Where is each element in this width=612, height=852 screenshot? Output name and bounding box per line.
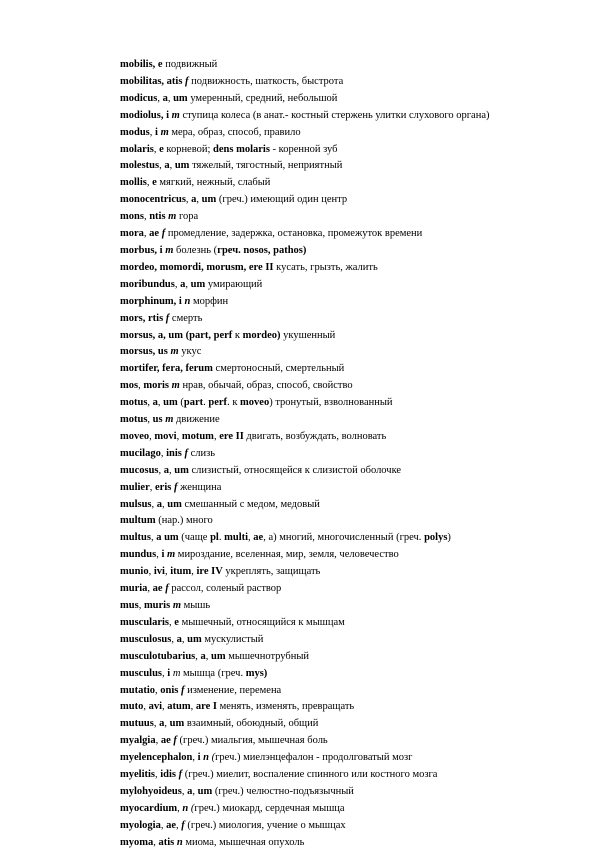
dictionary-entry — [120, 632, 600, 649]
entry-term-text: moveo — [120, 430, 150, 442]
entry-term-text: um — [173, 92, 188, 104]
entry-definition-text: подвижность, шаткость, быстрота — [188, 75, 344, 87]
entry-term-text: modus — [120, 126, 150, 138]
entry-term-text: morbus, i — [120, 244, 166, 256]
entry-term-text: a — [187, 785, 193, 797]
entry-term-text: muscularis — [120, 616, 170, 628]
entry-term-text: m — [165, 244, 174, 256]
entry-term-text: a — [191, 194, 197, 206]
entry-definition-text: , — [160, 447, 167, 459]
dictionary-entry — [120, 344, 600, 361]
entry-definition-text: изменение, перемена — [184, 684, 282, 696]
entry-term-text: motum — [181, 430, 214, 442]
entry-definition-text: укус — [178, 346, 202, 358]
entry-definition-text: , — [167, 92, 174, 104]
entry-term-text: perf — [208, 397, 228, 409]
entry-term-text: f — [185, 75, 189, 87]
dictionary-entry — [120, 378, 600, 395]
entry-term-text: a — [176, 633, 182, 645]
entry-term-text: a — [162, 92, 168, 104]
entry-term-text: a um — [156, 532, 179, 544]
dictionary-entry — [120, 412, 600, 429]
dictionary-entry — [120, 125, 600, 142]
entry-term-text: mulsus — [120, 498, 152, 510]
dictionary-entry — [120, 192, 600, 209]
entry-term-text: musculotubarius — [120, 650, 196, 662]
entry-term-text: um — [190, 278, 206, 290]
entry-term-text: muria — [120, 583, 148, 595]
dictionary-entry — [120, 175, 600, 192]
entry-definition-text: болезнь ( — [173, 244, 218, 256]
dictionary-entry — [120, 74, 600, 91]
entry-term-text: muris — [143, 600, 173, 611]
entry-definition-text: , — [138, 380, 144, 392]
dictionary-entry — [120, 446, 600, 463]
entry-term-text: mobilitas, atis — [120, 75, 186, 87]
entry-definition-text: , — [181, 633, 188, 645]
entry-term-text: mundus — [120, 549, 157, 561]
entry-term-text: f — [173, 735, 177, 747]
entry-term-text: f — [184, 447, 188, 459]
dictionary-entry — [120, 361, 600, 378]
entry-term-text: multus — [120, 532, 151, 544]
entry-term-text: mordeo) — [240, 329, 281, 341]
entry-term-text: m — [167, 549, 176, 561]
entry-definition-text: (греч.) миелит, воспаление спинного или костного мозга — [182, 769, 438, 781]
entry-term-text: i — [167, 667, 173, 679]
entry-term-text: avi — [148, 701, 163, 713]
entry-definition-text: , — [147, 397, 153, 409]
entry-term-text: mons — [120, 211, 144, 223]
entry-definition-text: ( — [177, 397, 184, 409]
entry-term-text: morsus, us — [120, 346, 171, 358]
entry-definition-text: , — [149, 430, 155, 442]
entry-definition-text: умеренный, средний, небольшой — [187, 92, 338, 104]
entry-term-text: m — [165, 414, 174, 426]
entry-term-text: um — [174, 464, 189, 476]
entry-term-text: m — [171, 380, 180, 392]
dictionary-entry — [120, 716, 600, 733]
entry-definition-text: мироздание, вселенная, мир, земля, человечество — [175, 549, 399, 561]
dictionary-entry — [120, 818, 600, 835]
entry-definition-text: , — [176, 819, 182, 831]
entry-definition-text: мышечный, относящийся к мышцам — [178, 616, 345, 628]
entry-definition-text: , а) многий, многочисленный (греч. — [263, 532, 425, 544]
dictionary-entry — [120, 784, 600, 801]
entry-term-text: ire IV — [196, 566, 223, 578]
entry-term-text: m — [172, 600, 181, 611]
entry-definition-text: , — [148, 566, 154, 578]
entry-definition-text: , — [195, 650, 201, 662]
entry-definition-text: , — [153, 718, 160, 730]
entry-term-text: morphinum, i — [120, 295, 185, 307]
entry-term-text: munio — [120, 566, 149, 578]
entry-term-text: multi — [224, 532, 249, 544]
entry-definition-text: , — [192, 785, 198, 797]
dictionary-entry — [120, 108, 600, 125]
entry-term-text: n — [176, 836, 183, 848]
entry-definition-text: (нар.) много — [155, 515, 213, 527]
entry-term-text: um — [197, 785, 213, 797]
entry-definition-text: двигать, возбуждать, волновать — [243, 430, 387, 442]
dictionary-entry — [120, 564, 600, 581]
dictionary-entry — [120, 750, 600, 767]
entry-term-text: dens molaris — [213, 143, 270, 155]
entry-term-text: um — [211, 650, 226, 662]
entry-term-text: muto — [120, 701, 144, 713]
entry-term-text: mutatio — [120, 684, 155, 696]
entry-definition-text: греч.) миокард, сердечная мышца — [194, 802, 345, 814]
entry-definition-text: , — [169, 160, 175, 172]
entry-definition-text: , — [248, 532, 254, 544]
entry-term-text: f — [161, 228, 166, 240]
entry-term-text: motus — [120, 414, 148, 426]
entry-term-text: monocentricus — [120, 194, 186, 206]
entry-term-text: ae — [149, 228, 162, 240]
entry-definition-text: мышь — [180, 600, 211, 611]
entry-definition-text: промедление, задержка, остановка, промежуток времени — [165, 228, 423, 240]
entry-term-text: polys — [424, 532, 448, 544]
entry-term-text: mutuus — [120, 718, 154, 730]
entry-definition-text: , — [174, 278, 181, 290]
entry-term-text: mora — [120, 228, 144, 240]
entry-term-text: mucosus — [120, 464, 159, 476]
entry-definition-text: гора — [176, 211, 199, 223]
entry-definition-text: , — [151, 498, 157, 510]
entry-definition-text: , — [205, 650, 212, 662]
entry-definition-text: , — [157, 397, 164, 409]
dictionary-entry — [120, 294, 600, 311]
entry-term-text: um — [163, 397, 178, 409]
entry-definition-text: , — [149, 126, 156, 138]
entry-definition-text: миома, мышечная опухоль — [182, 836, 305, 848]
entry-term-text: e — [159, 143, 164, 155]
entry-definition-text: , — [155, 684, 161, 696]
entry-definition-text: корневой; — [163, 143, 214, 155]
entry-definition-text: , — [171, 633, 177, 645]
entry-definition-text: мягкий, нежный, слабый — [156, 177, 271, 189]
entry-term-text: mulier — [120, 481, 150, 493]
entry-term-text: m — [172, 667, 181, 679]
entry-definition-text: (греч.) челюстно-подъязычный — [212, 785, 354, 797]
entry-definition-text: смертоносный, смертельный — [212, 363, 345, 375]
entry-term-text: a — [163, 464, 170, 476]
entry-term-text: mys) — [245, 667, 268, 679]
entry-definition-text: морфин — [190, 295, 229, 307]
entry-term-text: mordeo, momordi, morusm, ere II — [120, 261, 274, 273]
entry-term-text: part — [183, 397, 204, 409]
dictionary-entry — [120, 615, 600, 632]
entry-definition-text: , — [143, 228, 150, 240]
entry-definition-text: мышечнотрубный — [225, 650, 310, 662]
entry-definition-text: , — [162, 498, 168, 510]
entry-term-text: e — [174, 616, 179, 628]
dictionary-entry — [120, 649, 600, 666]
entry-term-text: n — [182, 802, 189, 814]
entry-term-text: myelencephalon — [120, 752, 193, 764]
entry-term-text: itum — [170, 566, 192, 578]
entry-term-text: mobilis, e — [120, 59, 163, 70]
entry-term-text: idis — [160, 769, 179, 781]
dictionary-entry — [120, 243, 600, 260]
entry-term-text: f — [173, 481, 178, 493]
entry-term-text: mus — [120, 600, 139, 611]
entry-definition-text: , — [185, 278, 191, 290]
entry-definition-text: смерть — [169, 312, 203, 324]
entry-term-text: mylohyoideus — [120, 785, 182, 797]
entry-term-text: moris — [143, 380, 172, 392]
entry-term-text: us — [152, 414, 166, 426]
entry-definition-text: , — [158, 464, 164, 476]
entry-definition-text: (греч.) миология, учение о мышцах — [184, 819, 346, 831]
dictionary-entry — [120, 91, 600, 108]
dictionary-entry — [120, 530, 600, 547]
dictionary-entry — [120, 328, 600, 345]
entry-term-text: movi — [154, 430, 177, 442]
entry-term-text: eris — [155, 481, 174, 493]
entry-term-text: f — [165, 312, 170, 324]
entry-definition-text: , — [190, 701, 196, 713]
entry-definition-text: укушенный — [280, 329, 336, 341]
entry-definition-text: ) — [447, 532, 451, 544]
entry-term-text: a — [156, 498, 163, 510]
entry-definition-text: , — [155, 735, 161, 747]
entry-definition-text: ) тронутый, взволнованный — [269, 397, 393, 409]
entry-term-text: f — [178, 769, 183, 781]
entry-definition-text: (чаще — [178, 532, 211, 544]
entry-definition-text: ступица колеса (в анат.- костный стержень улитки слухового органа) — [179, 109, 490, 121]
dictionary-entry — [120, 158, 600, 175]
entry-definition-text: , — [169, 616, 175, 628]
entry-term-text: um — [169, 718, 185, 730]
entry-definition-text: , — [157, 92, 163, 104]
entry-term-text: multum — [120, 515, 156, 527]
entry-definition-text: , — [162, 667, 168, 679]
entry-definition-text: . — [240, 667, 246, 679]
entry-definition-text: , — [169, 464, 175, 476]
entry-term-text: i — [161, 549, 167, 561]
entry-term-text: a — [152, 397, 158, 409]
dictionary-entry — [120, 497, 600, 514]
entry-term-text: atis — [158, 836, 177, 848]
entry-term-text: musculosus — [120, 633, 172, 645]
entry-definition-text: , — [155, 769, 161, 781]
dictionary-entry — [120, 683, 600, 700]
entry-term-text: mos — [120, 380, 139, 392]
entry-term-text: motus — [120, 397, 148, 409]
entry-definition-text: укреплять, защищать — [222, 566, 321, 578]
entry-definition-text: - коренной зуб — [269, 143, 338, 155]
entry-term-text: mortifer, fera, ferum — [120, 363, 213, 375]
entry-definition-text: кусать, грызть, жалить — [273, 261, 378, 273]
entry-definition-text: подвижный — [162, 59, 218, 70]
entry-definition-text: , — [138, 600, 144, 611]
entry-term-text: atum — [167, 701, 191, 713]
dictionary-entry — [120, 598, 600, 615]
entry-term-text: modiolus, i — [120, 109, 172, 121]
dictionary-entry — [120, 513, 600, 530]
entry-term-text: morsus, a, um (part, perf — [120, 329, 235, 341]
entry-term-text: mucilago — [120, 447, 161, 459]
entry-term-text: m — [170, 346, 179, 358]
entry-definition-text: греч — [221, 667, 241, 679]
entry-term-text: греч. nosos, pathos) — [217, 244, 307, 256]
entry-term-text: myalgia — [120, 735, 156, 747]
entry-definition-text: , — [213, 430, 220, 442]
entry-definition-text: , — [153, 836, 159, 848]
dictionary-entry — [120, 581, 600, 598]
entry-definition-text: , — [159, 160, 165, 172]
dictionary-entry — [120, 767, 600, 784]
entry-definition-text: , — [164, 718, 170, 730]
entry-definition-text: . — [203, 397, 209, 409]
dictionary-entry — [120, 226, 600, 243]
entry-definition-text: , — [143, 211, 150, 223]
entry-term-text: ae — [253, 532, 264, 544]
entry-definition-text: , — [147, 414, 153, 426]
entry-term-text: um — [201, 194, 217, 206]
entry-term-text: are I — [195, 701, 217, 713]
entry-term-text: f — [181, 819, 185, 831]
entry-term-text: n — [184, 295, 191, 307]
entry-term-text: a — [164, 160, 170, 172]
dictionary-entry — [120, 142, 600, 159]
entry-term-text: mors, rtis — [120, 312, 166, 324]
entry-term-text: m — [171, 109, 180, 121]
entry-definition-text: нрав, обычай, образ, способ, свойство — [179, 380, 353, 392]
dictionary-entry — [120, 699, 600, 716]
dictionary-entry — [120, 209, 600, 226]
entry-definition-text: , — [196, 194, 202, 206]
entry-term-text: e — [152, 177, 157, 189]
entry-term-text: um — [174, 160, 190, 172]
entry-definition-text: греч.) миелэнцефалон - продолговатый мозг — [215, 752, 413, 764]
dictionary-entry — [120, 463, 600, 480]
entry-term-text: myelitis — [120, 769, 155, 781]
entry-term-text: f — [165, 583, 169, 595]
entry-term-text: m — [168, 211, 177, 223]
entry-definition-text: слизь — [187, 447, 216, 459]
entry-term-text: ( — [190, 802, 195, 814]
entry-definition-text: , — [164, 566, 171, 578]
dictionary-entry — [120, 429, 600, 446]
entry-term-text: ere II — [219, 430, 244, 442]
entry-definition-text: , — [177, 802, 183, 814]
entry-definition-text: , — [181, 785, 188, 797]
dictionary-entry — [120, 666, 600, 683]
entry-definition-text: , — [192, 752, 198, 764]
dictionary-entry — [120, 480, 600, 497]
dictionary-entry — [120, 277, 600, 294]
entry-term-text: i — [155, 126, 161, 138]
entry-term-text: moribundus — [120, 278, 175, 290]
entry-term-text: a — [180, 278, 186, 290]
entry-definition-text: , — [149, 481, 155, 493]
entry-definition-text: (греч.) миальгия, мышечная боль — [176, 735, 328, 747]
entry-term-text: m — [160, 126, 169, 138]
entry-term-text: ae — [160, 735, 174, 747]
entry-definition-text: . к — [227, 397, 241, 409]
entry-definition-text: , — [185, 194, 192, 206]
entry-term-text: ae — [152, 583, 166, 595]
entry-definition-text: , — [176, 430, 182, 442]
entry-definition-text: , — [156, 549, 162, 561]
dictionary-entry — [120, 57, 600, 74]
entry-term-text: ( — [211, 752, 216, 764]
entry-definition-text: движение — [173, 414, 220, 426]
entry-term-text: um — [187, 633, 202, 645]
entry-definition-text: слизистый, относящейся к слизистой оболочке — [188, 464, 402, 476]
entry-definition-text: мускулистый — [201, 633, 264, 645]
entry-term-text: um — [167, 498, 182, 510]
entry-term-text: ae — [166, 819, 177, 831]
entry-definition-text: , — [160, 819, 167, 831]
entry-definition-text: . — [218, 532, 225, 544]
entry-term-text: musculus — [120, 667, 163, 679]
entry-definition-text: (греч.) имеющий один центр — [216, 194, 348, 206]
dictionary-entry — [120, 311, 600, 328]
entry-term-text: modicus — [120, 92, 158, 104]
entry-definition-text: умирающий — [205, 278, 263, 290]
entry-term-text: molaris — [120, 143, 154, 155]
entry-term-text: a — [159, 718, 165, 730]
entry-term-text: a — [200, 650, 206, 662]
entry-term-text: mollis — [120, 177, 147, 189]
entry-definition-text: менять, изменять, превращать — [216, 701, 355, 713]
dictionary-entry — [120, 733, 600, 750]
dictionary-entry — [120, 395, 600, 412]
dictionary-entry — [120, 801, 600, 818]
entry-definition-text: взаимный, обоюдный, общий — [184, 718, 319, 730]
entry-definition-text: к — [234, 329, 241, 341]
entry-term-text: pl — [210, 532, 219, 544]
entry-term-text: i — [197, 752, 204, 764]
entry-term-text: n — [203, 752, 209, 764]
entry-term-text: inis — [166, 447, 185, 459]
entry-definition-text: , — [162, 701, 168, 713]
entry-definition-text: , — [147, 583, 153, 595]
entry-term-text: myocardium — [120, 802, 178, 814]
entry-definition-text: рассол, соленый раствор — [168, 583, 282, 595]
entry-term-text: ntis — [149, 211, 169, 223]
dictionary-page — [120, 57, 600, 852]
dictionary-entry — [120, 835, 600, 852]
entry-definition-text: , — [143, 701, 149, 713]
dictionary-entry — [120, 260, 600, 277]
entry-term-text: onis — [160, 684, 181, 696]
entry-term-text: ivi — [153, 566, 165, 578]
entry-term-text: myologia — [120, 819, 161, 831]
entry-term-text: myoma — [120, 836, 154, 848]
entry-definition-text: , — [153, 143, 160, 155]
dictionary-entry — [120, 547, 600, 564]
entry-definition-text: мышца ( — [180, 667, 222, 679]
entry-definition-text: , — [146, 177, 153, 189]
entry-term-text: molestus — [120, 160, 160, 172]
entry-definition-text: мера, образ, способ, правило — [168, 126, 301, 138]
entry-definition-text: женщина — [177, 481, 222, 493]
entry-term-text: f — [180, 684, 185, 696]
entry-definition-text: смешанный с медом, медовый — [181, 498, 320, 510]
entry-definition-text: , — [150, 532, 157, 544]
entry-term-text: moveo — [240, 397, 270, 409]
entry-definition-text: тяжелый, тягостный, неприятный — [189, 160, 343, 172]
entry-definition-text: , — [191, 566, 197, 578]
